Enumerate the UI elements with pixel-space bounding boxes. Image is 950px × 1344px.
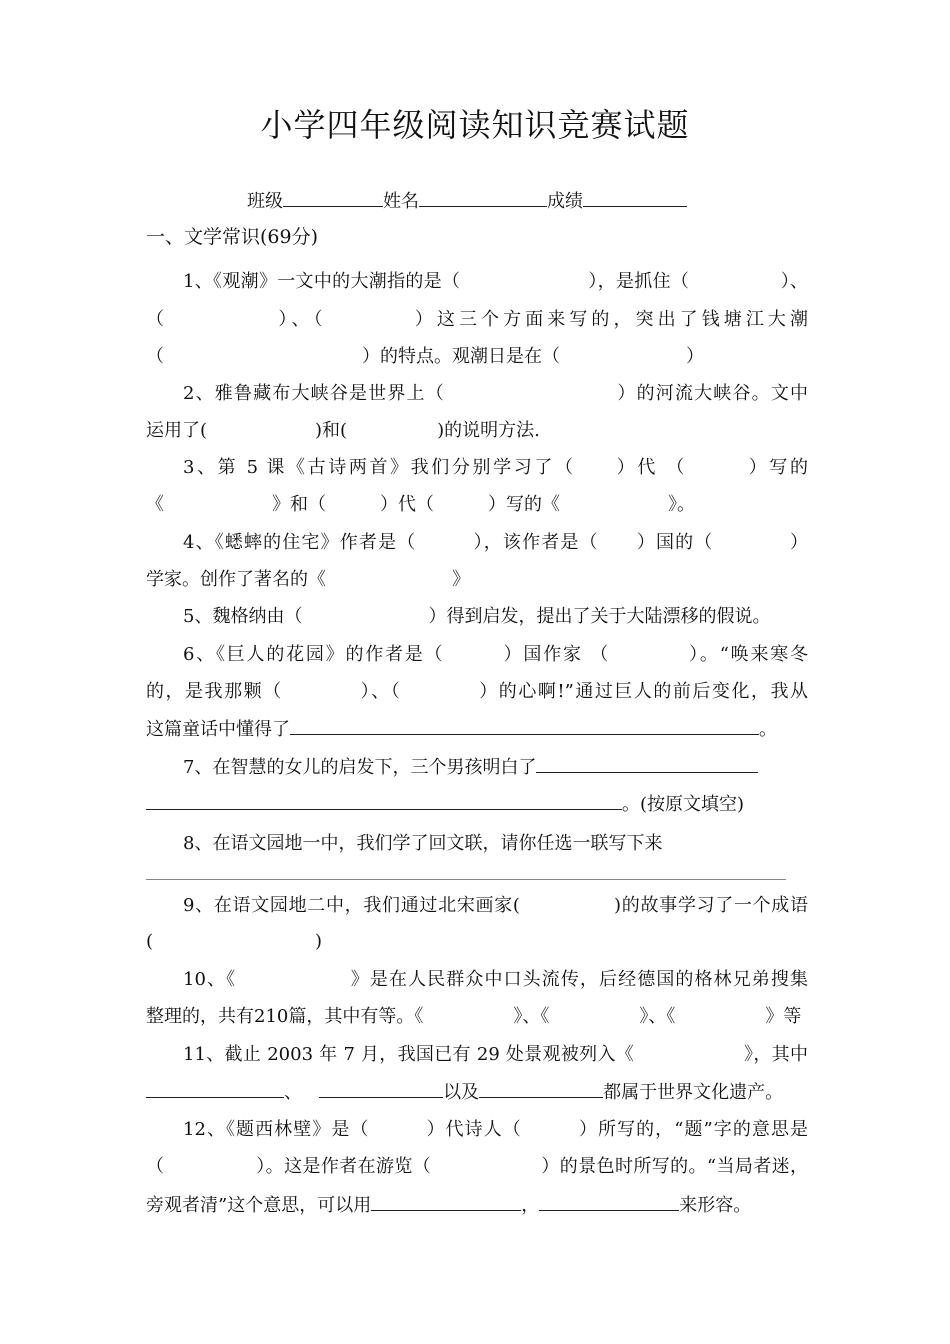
question-11-line-1: 11、截止 2003 年 7 月，我国已有 29 处景观被列入《 》，其中 — [183, 1044, 808, 1065]
question-12-blank-1[interactable] — [371, 1190, 521, 1211]
question-7-blank-1[interactable] — [536, 752, 758, 773]
question-3-line-2: 《 》和（ ）代（ ）写的《 》。 — [146, 494, 695, 515]
question-10-line-2: 整理的，共有210篇，其中有等。《 》、《 》、《 》等 — [146, 1006, 802, 1027]
question-11-blank-3[interactable] — [479, 1077, 603, 1098]
question-4-line-1: 4、《蟋蟀的住宅》作者是（ ），该作者是（ ）国的（ ） — [183, 532, 808, 553]
score-label: 成绩 — [547, 191, 583, 212]
question-1-line-1: 1、《观潮》一文中的大潮指的是（ ），是抓住（ ）、 — [183, 271, 808, 292]
question-11-tail: 都属于世界文化遗产。 — [603, 1082, 784, 1103]
question-6-line-2: 的，是我那颗（ ）、（ ）的心啊!”通过巨人的前后变化，我从 — [146, 681, 808, 702]
question-6-answer-blank[interactable] — [290, 714, 759, 735]
question-12-line-3 — [146, 1190, 808, 1221]
score-blank[interactable] — [583, 186, 687, 207]
class-blank[interactable] — [283, 186, 383, 207]
question-5-line-1: 5、魏格纳由（ ）得到启发，提出了关于大陆漂移的假说。 — [183, 606, 771, 627]
question-7-line-1 — [183, 752, 808, 783]
question-11-blank-1[interactable] — [146, 1077, 284, 1098]
question-7-line-1-text: 7、在智慧的女儿的启发下，三个男孩明白了 — [183, 757, 537, 778]
question-2-line-1: 2、雅鲁藏布大峡谷是世界上（ ）的河流大峡谷。文中 — [183, 383, 808, 404]
name-blank[interactable] — [419, 186, 547, 207]
question-7-line-2-text: 。(按原文填空) — [622, 794, 745, 815]
question-9-line-2: ( ) — [146, 931, 323, 952]
question-6-line-3 — [146, 714, 808, 745]
question-1-line-2: （ ）、（ ）这三个方面来写的，突出了钱塘江大潮 — [146, 309, 808, 330]
question-9-line-1: 9、在语文园地二中，我们通过北宋画家( )的故事学习了一个成语 — [183, 895, 808, 916]
student-info-row — [247, 186, 687, 217]
question-11-line-2 — [146, 1077, 808, 1108]
question-1-line-3: （ ）的特点。观潮日是在（ ） — [146, 346, 704, 367]
question-12-comma: ， — [521, 1195, 540, 1216]
section-heading: 一、文学常识(69分) — [146, 226, 319, 248]
question-6-line-3-text: 这篇童话中懂得了 — [146, 719, 290, 740]
question-11-sep-1: 、 — [284, 1082, 302, 1103]
page-title: 小学四年级阅读知识竞赛试题 — [260, 106, 690, 144]
question-6-end-mark: 。 — [759, 719, 777, 740]
question-7-line-2 — [146, 789, 808, 820]
question-12-line-1: 12、《题西林壁》是（ ）代诗人（ ）所写的，“题”字的意思是 — [183, 1119, 808, 1140]
question-12-line-2: （ ）。这是作者在游览（ ）的景色时所写的。“当局者迷， — [146, 1156, 808, 1177]
question-11-blank-2[interactable] — [319, 1077, 443, 1098]
class-label: 班级 — [247, 191, 283, 212]
question-7-blank-2[interactable] — [146, 789, 622, 810]
question-4-line-2: 学家。创作了著名的《 》 — [146, 569, 470, 590]
question-6-line-1: 6、《巨人的花园》的作者是（ ）国作家 （ ）。“唤来寒冬 — [183, 644, 808, 665]
question-8-line-1: 8、在语文园地一中，我们学了回文联，请你任选一联写下来 — [183, 833, 663, 854]
question-2-line-2: 运用了( )和( )的说明方法. — [146, 420, 540, 441]
question-10-line-1: 10、《 》是在人民群众中口头流传，后经德国的格林兄弟搜集 — [183, 969, 808, 990]
question-3-line-1: 3、第 5 课《古诗两首》我们分别学习了（ ）代 （ ）写的 — [183, 457, 808, 478]
question-12-tail: 来形容。 — [679, 1195, 752, 1216]
question-12-line-3-text: 旁观者清”这个意思，可以用 — [146, 1195, 372, 1216]
question-11-sep-2: 以及 — [443, 1082, 480, 1103]
name-label: 姓名 — [383, 191, 419, 212]
question-8-answer-rule[interactable] — [146, 879, 786, 880]
question-12-blank-2[interactable] — [539, 1190, 679, 1211]
